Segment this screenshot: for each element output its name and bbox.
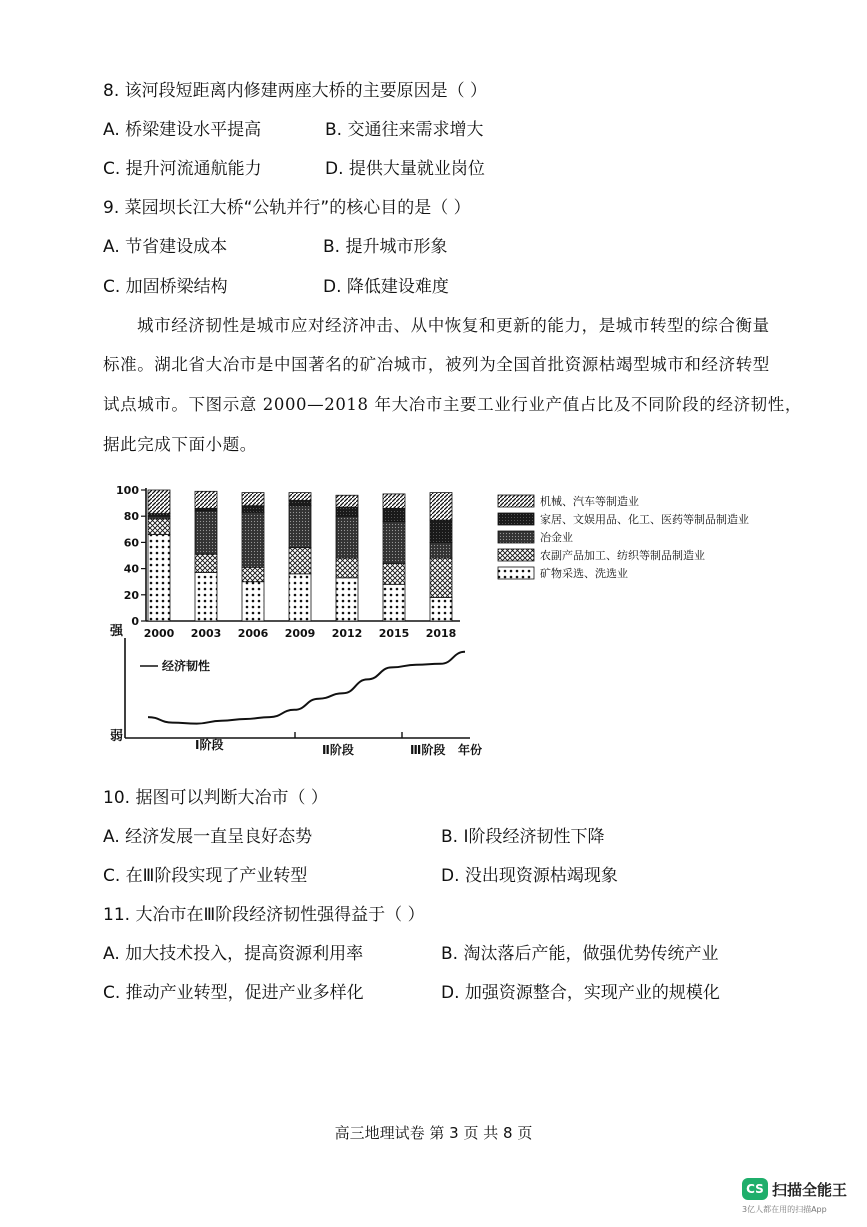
y-tick-label: 0 xyxy=(131,615,139,628)
legend-swatch xyxy=(498,567,534,579)
axis-year-label: 年份 xyxy=(458,743,483,757)
q8-option-d: D. 提供大量就业岗位 xyxy=(325,159,485,179)
passage-line-2: 标准。湖北省大冶市是中国著名的矿冶城市，被列为全国首批资源枯竭型城市和经济转型 xyxy=(103,355,770,374)
legend-label: 家居、文娱用品、化工、医药等制品制造业 xyxy=(540,513,749,526)
resilience-legend-label: 经济韧性 xyxy=(162,659,211,673)
q11-stem: 11. 大冶市在Ⅲ阶段经济韧性强得益于（ ） xyxy=(103,905,425,925)
page-footer: 高三地理试卷 第 3 页 共 8 页 xyxy=(334,1124,533,1142)
legend-label: 矿物采选、洗选业 xyxy=(540,567,628,580)
stage-3-label: Ⅲ阶段 xyxy=(410,743,446,757)
bar-segment xyxy=(195,511,217,554)
legend-swatch xyxy=(498,513,534,525)
bar-segment xyxy=(289,574,311,621)
passage-line-1: 城市经济韧性是城市应对经济冲击、从中恢复和更新的能力，是城市转型的综合衡量 xyxy=(137,316,770,335)
q10-option-d: D. 没出现资源枯竭现象 xyxy=(441,866,618,886)
q8-option-c: C. 提升河流通航能力 xyxy=(103,159,262,179)
bar-segment xyxy=(195,554,217,572)
q8-stem: 8. 该河段短距离内修建两座大桥的主要原因是（ ） xyxy=(103,81,488,101)
x-tick-label: 2018 xyxy=(425,627,457,640)
stage-1-label: Ⅰ阶段 xyxy=(195,738,224,752)
q11-option-a: A. 加大技术投入，提高资源利用率 xyxy=(103,944,364,964)
bar-segment xyxy=(383,584,405,621)
bar-segment xyxy=(242,582,264,621)
bar-segment xyxy=(336,558,358,578)
bar-segment xyxy=(383,494,405,508)
legend-label: 机械、汽车等制造业 xyxy=(540,495,639,508)
bar-segment xyxy=(242,512,264,567)
q9-stem: 9. 菜园坝长江大桥“公轨并行”的核心目的是（ ） xyxy=(103,198,471,218)
q9-option-a: A. 节省建设成本 xyxy=(103,237,228,257)
bar-segment xyxy=(289,493,311,501)
bar-segment xyxy=(336,516,358,558)
bar-segment xyxy=(195,491,217,508)
x-tick-label: 2015 xyxy=(378,627,410,640)
y-tick-label: 80 xyxy=(123,510,139,524)
passage-line-3: 试点城市。下图示意 2000—2018 年大冶市主要工业行业产值占比及不同阶段的经济韧性， xyxy=(103,395,802,414)
bar-segment xyxy=(383,521,405,563)
bar-segment xyxy=(242,567,264,581)
bar-segment xyxy=(383,563,405,584)
bar-segment xyxy=(289,500,311,505)
bar-segment xyxy=(242,506,264,513)
q8-option-b: B. 交通往来需求增大 xyxy=(325,120,484,140)
axis-strong-label: 强 xyxy=(110,624,124,639)
bar-segment xyxy=(430,493,452,521)
q10-option-b: B. Ⅰ阶段经济韧性下降 xyxy=(441,827,605,847)
x-tick-label: 2003 xyxy=(190,627,222,640)
bar-segment xyxy=(430,520,452,542)
bar-segment xyxy=(289,506,311,548)
bar-segment xyxy=(148,535,170,621)
q10-option-c: C. 在Ⅲ阶段实现了产业转型 xyxy=(103,866,308,886)
bar-segment xyxy=(195,573,217,621)
bar-segment xyxy=(242,493,264,506)
x-tick-label: 2012 xyxy=(331,627,363,640)
scanner-name: 扫描全能王 xyxy=(772,1181,848,1199)
bar-segment xyxy=(430,558,452,597)
y-tick-label: 20 xyxy=(123,588,139,602)
x-tick-label: 2000 xyxy=(143,627,175,640)
stage-2-label: Ⅱ阶段 xyxy=(322,743,354,757)
scanner-logo-icon: CS xyxy=(742,1178,768,1200)
scanner-tagline: 3亿人都在用的扫描App xyxy=(742,1205,827,1214)
q9-option-c: C. 加固桥梁结构 xyxy=(103,277,228,297)
legend-swatch xyxy=(498,549,534,561)
q10-stem: 10. 据图可以判断大冶市（ ） xyxy=(103,788,328,808)
x-tick-label: 2006 xyxy=(237,627,269,640)
q8-option-a: A. 桥梁建设水平提高 xyxy=(103,120,262,140)
bar-segment xyxy=(148,490,170,514)
bar-segment xyxy=(336,495,358,507)
q11-option-b: B. 淘汰落后产能，做强优势传统产业 xyxy=(441,944,719,964)
bar-segment xyxy=(148,519,170,535)
q9-option-b: B. 提升城市形象 xyxy=(323,237,448,257)
q11-option-d: D. 加强资源整合，实现产业的规模化 xyxy=(441,983,720,1003)
legend-swatch xyxy=(498,495,534,507)
x-tick-label: 2009 xyxy=(284,627,316,640)
bar-segment xyxy=(430,597,452,621)
bar-segment xyxy=(289,548,311,574)
bar-segment xyxy=(430,542,452,558)
q10-option-a: A. 经济发展一直呈良好态势 xyxy=(103,827,313,847)
bar-segment xyxy=(336,507,358,516)
q9-option-d: D. 降低建设难度 xyxy=(323,277,449,297)
bar-segment xyxy=(383,508,405,521)
passage-line-4: 据此完成下面小题。 xyxy=(103,435,257,454)
q11-option-c: C. 推动产业转型，促进产业多样化 xyxy=(103,983,364,1003)
y-tick-label: 40 xyxy=(123,562,139,576)
industry-resilience-figure xyxy=(100,478,780,768)
legend-swatch xyxy=(498,531,534,543)
axis-weak-label: 弱 xyxy=(110,729,124,744)
legend-label: 冶金业 xyxy=(540,531,573,544)
legend-label: 农副产品加工、纺织等制品制造业 xyxy=(540,549,705,562)
y-tick-label: 60 xyxy=(123,536,139,550)
y-tick-label: 100 xyxy=(116,484,139,497)
bar-segment xyxy=(336,578,358,621)
